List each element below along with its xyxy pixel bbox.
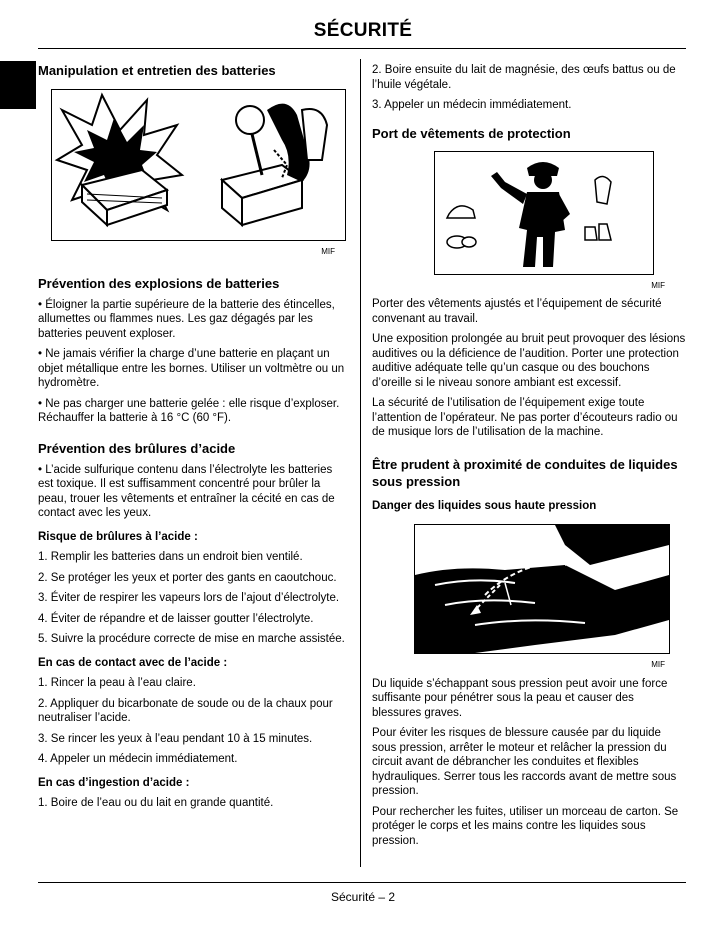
paragraph: La sécurité de l’utilisation de l’équipement exige toute l’attention de l’opérateur. Ne pas porter d’écouteurs radio ou de musique lors de l’utilisation de la machine. (372, 397, 678, 438)
header-rule (38, 48, 686, 49)
figure-code: MIF (321, 247, 335, 256)
list-item: 1. Boire de l’eau ou du lait en grande quantité. (38, 797, 274, 809)
subheading-danger: Danger des liquides sous haute pression (372, 499, 597, 512)
paragraph: Pour rechercher les fuites, utiliser un morceau de carton. Se protéger le corps et les mains contre les liquides sous pression. (372, 805, 679, 847)
list-item: • Ne pas charger une batterie gelée : elle risque d’exploser. Réchauffer la batterie à 16 °C (60 °F). (38, 397, 340, 424)
high-pressure-illustration (414, 524, 670, 654)
column-divider (360, 59, 361, 867)
heading-batteries: Manipulation et entretien des batteries (38, 63, 276, 78)
list-item: • Ne jamais vérifier la charge d’une batterie en plaçant un objet métallique entre les bornes. Utiliser un voltmètre ou un hydromètre. (38, 348, 345, 389)
right-column (372, 60, 686, 848)
list-item: • Éloigner la partie supérieure de la batterie des étincelles, allumettes ou flammes nues. Les gaz dégagés par les batteries peuvent exploser. (38, 298, 335, 340)
subheading-ingestion: En cas d’ingestion d’acide : (38, 776, 190, 789)
hand-injection-image (415, 525, 669, 653)
left-column (38, 60, 350, 811)
paragraph: Porter des vêtements ajustés et l’équipement de sécurité convenant au travail. (372, 298, 662, 325)
section-tab-marker (0, 61, 36, 109)
subheading-contact: En cas de contact avec de l’acide : (38, 656, 228, 669)
list-item: 2. Se protéger les yeux et porter des gants en caoutchouc. (38, 571, 337, 584)
paragraph: Du liquide s’échappant sous pression peut avoir une force suffisante pour pénétrer sous la peau et causer des blessures graves. (372, 677, 668, 719)
list-item: 3. Appeler un médecin immédiatement. (372, 99, 572, 111)
figure-code: MIF (651, 660, 665, 669)
heading-pression: Être prudent à proximité de conduites de liquides sous pression (372, 456, 678, 489)
list-item: 2. Boire ensuite du lait de magnésie, des œufs battus ou de l’huile végétale. (372, 64, 676, 91)
heading-explosions: Prévention des explosions de batteries (38, 275, 280, 291)
list-item: 4. Éviter de répandre et de laisser goutter l’électrolyte. (38, 612, 314, 625)
list-item: 2. Appliquer du bicarbonate de soude ou de la chaux pour neutraliser l’acide. (38, 697, 333, 724)
paragraph: Une exposition prolongée au bruit peut provoquer des lésions auditives ou la déficience de l’audition. Porter une protection auditive adéquate telle qu’un casque ou des bouchons d’oreille si le niveau sonore ambiant est excessif. (372, 333, 686, 389)
list-item: 3. Éviter de respirer les vapeurs lors de l’ajout d’électrolyte. (38, 592, 340, 604)
battery-explosion-image (52, 90, 345, 240)
protective-clothing-illustration (434, 151, 654, 275)
list-item: 3. Se rincer les yeux à l’eau pendant 10 à 15 minutes. (38, 732, 313, 745)
page-number: Sécurité – 2 (330, 890, 396, 904)
battery-hazard-illustration (51, 89, 346, 241)
list-item: 1. Rincer la peau à l’eau claire. (38, 677, 196, 689)
figure-code: MIF (651, 280, 665, 290)
heading-vetements: Port de vêtements de protection (372, 125, 571, 141)
page-title: SÉCURITÉ (313, 20, 413, 41)
footer-rule (38, 882, 686, 883)
list-item: 4. Appeler un médecin immédiatement. (38, 753, 238, 765)
heading-brulures: Prévention des brûlures d’acide (38, 440, 236, 456)
list-item: 1. Remplir les batteries dans un endroit bien ventilé. (38, 551, 303, 563)
list-item: 5. Suivre la procédure correcte de mise en marche assistée. (38, 633, 345, 645)
paragraph: Pour éviter les risques de blessure causée par du liquide sous pression, arrêter le moteur et relâcher la pression du circuit avant de débrancher les conduites et flexibles hydrauliques. Serrer tous les raccords avant de mettre sous pression. (372, 727, 677, 797)
subheading-risque: Risque de brûlures à l’acide : (38, 530, 198, 543)
worker-ppe-image (435, 152, 653, 274)
list-item: • L’acide sulfurique contenu dans l’électrolyte les batteries est toxique. Il est suffisamment concentré pour brûler la peau, trouer les vêtements et entraîner la cécité en cas de contact avec les yeux. (38, 463, 335, 519)
